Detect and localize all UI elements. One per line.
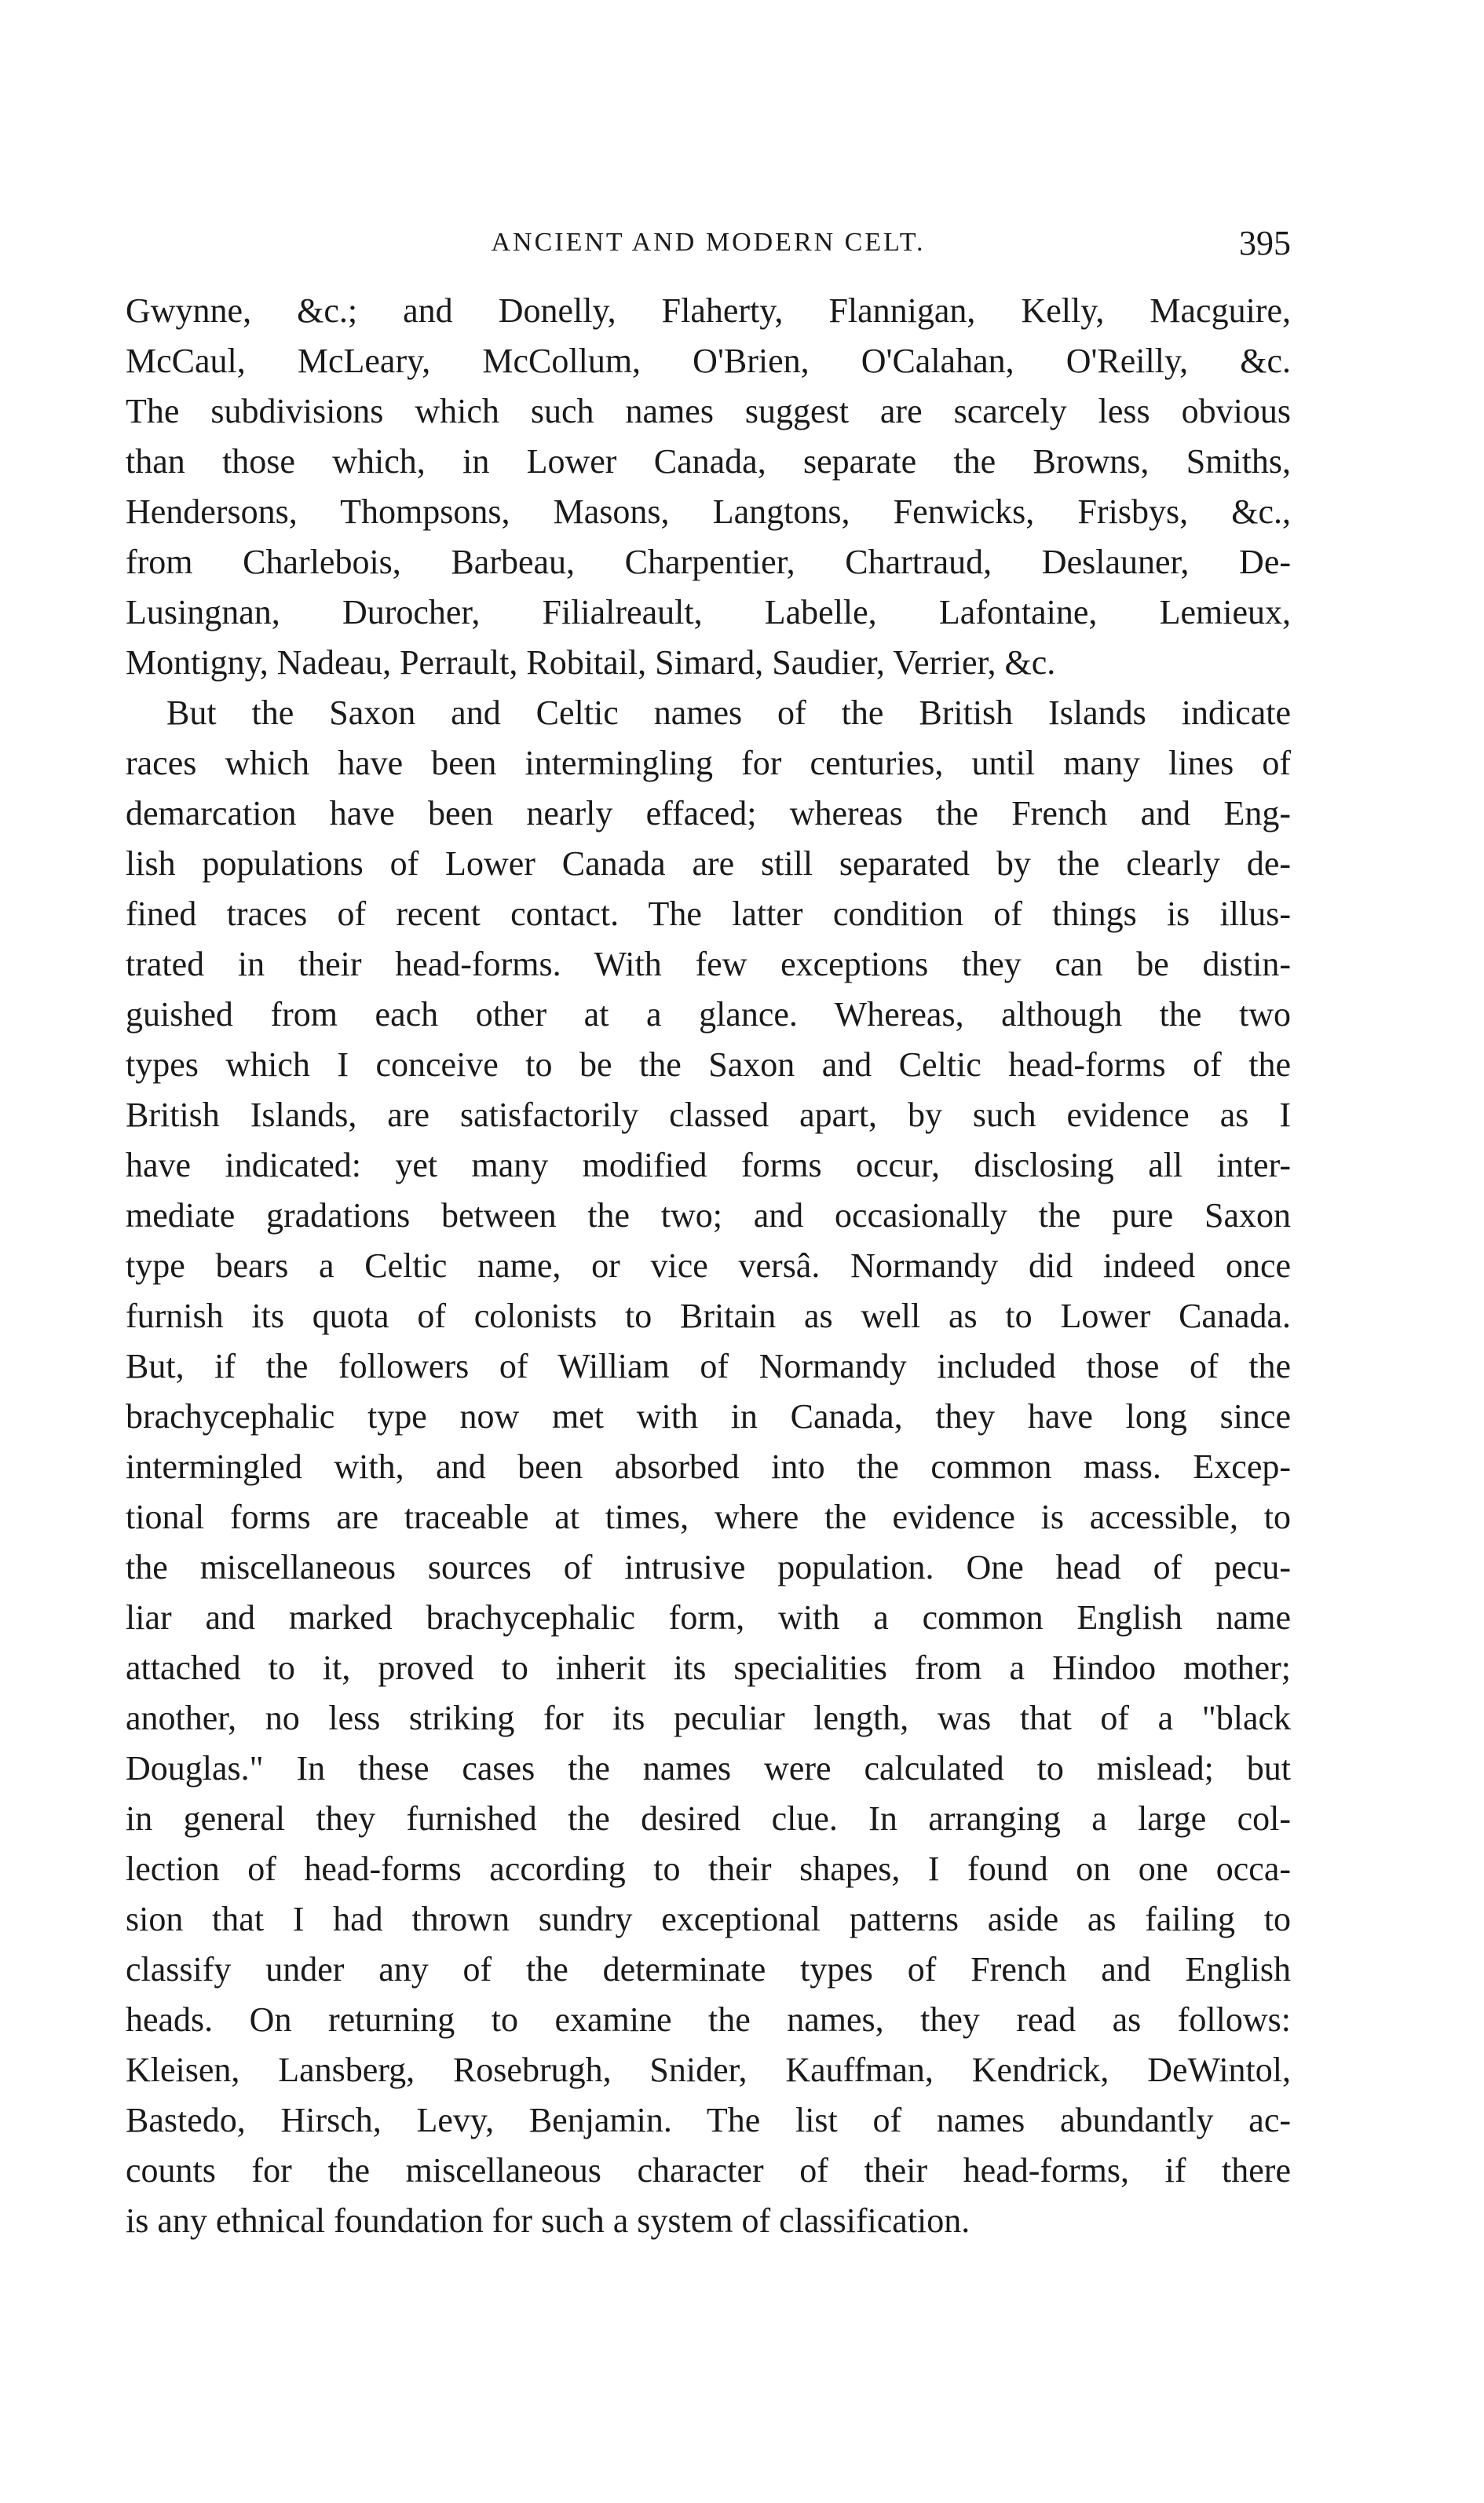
text-line: Lusingnan, Durocher, Filialreault, Labelle, Lafontaine, Lemieux, (126, 593, 1291, 631)
text-line: tional forms are traceable at times, where the evidence is accessible, to (126, 1498, 1291, 1536)
text-line: demarcation have been nearly effaced; whereas the French and Eng- (126, 794, 1291, 833)
text-line: But, if the followers of William of Normandy included those of the (126, 1347, 1291, 1385)
text-line: than those which, in Lower Canada, separate the Browns, Smiths, (126, 442, 1291, 481)
text-line: is any ethnical foundation for such a system of classification. (126, 2201, 970, 2240)
text-line: Hendersons, Thompsons, Masons, Langtons, Fenwicks, Frisbys, &c., (126, 492, 1291, 531)
text-line: mediate gradations between the two; and occasionally the pure Saxon (126, 1196, 1291, 1235)
text-line: Bastedo, Hirsch, Levy, Benjamin. The list of names abundantly ac- (126, 2101, 1291, 2139)
text-line: another, no less striking for its peculiar length, was that of a "black (126, 1699, 1291, 1737)
text-line: liar and marked brachycephalic form, with a common English name (126, 1598, 1291, 1637)
text-line: The subdivisions which such names suggest are scarcely less obvious (126, 392, 1291, 430)
text-line: McCaul, McLeary, McCollum, O'Brien, O'Calahan, O'Reilly, &c. (126, 342, 1291, 380)
text-line: lection of head-forms according to their shapes, I found on one occa- (126, 1850, 1291, 1888)
paragraph-2 (126, 688, 1291, 2246)
page-number: 395 (1239, 224, 1291, 262)
text-line: sion that I had thrown sundry exceptional patterns aside as failing to (126, 1900, 1291, 1938)
text-line: Montigny, Nadeau, Perrault, Robitail, Simard, Saudier, Verrier, &c. (126, 643, 1056, 682)
text-line: Gwynne, &c.; and Donelly, Flaherty, Flannigan, Kelly, Macguire, (126, 291, 1291, 330)
text-line: counts for the miscellaneous character of their head-forms, if there (126, 2151, 1291, 2190)
text-line: attached to it, proved to inherit its specialities from a Hindoo mother; (126, 1649, 1291, 1687)
text-line: races which have been intermingling for centuries, until many lines of (126, 744, 1291, 782)
text-line: in general they furnished the desired clue. In arranging a large col- (126, 1799, 1291, 1838)
text-line: British Islands, are satisfactorily classed apart, by such evidence as I (126, 1096, 1291, 1134)
text-line: Kleisen, Lansberg, Rosebrugh, Snider, Kauffman, Kendrick, DeWintol, (126, 2051, 1291, 2089)
text-line: brachycephalic type now met with in Canada, they have long since (126, 1397, 1291, 1436)
text-line: have indicated: yet many modified forms occur, disclosing all inter- (126, 1146, 1291, 1184)
text-line: from Charlebois, Barbeau, Charpentier, Chartraud, Deslauner, De- (126, 543, 1291, 581)
text-line: types which I conceive to be the Saxon and Celtic head-forms of the (126, 1045, 1291, 1084)
text-line: type bears a Celtic name, or vice versâ. Normandy did indeed once (126, 1246, 1291, 1285)
text-line: Douglas." In these cases the names were calculated to mislead; but (126, 1749, 1291, 1788)
body-text (126, 286, 1291, 2246)
text-line: guished from each other at a glance. Whereas, although the two (126, 995, 1291, 1034)
paragraph-1 (126, 286, 1291, 688)
running-title: ANCIENT AND MODERN CELT. (491, 228, 926, 257)
text-line: fined traces of recent contact. The latter condition of things is illus- (126, 895, 1291, 933)
text-line: furnish its quota of colonists to Britain as well as to Lower Canada. (126, 1297, 1291, 1335)
text-line: intermingled with, and been absorbed into the common mass. Excep- (126, 1447, 1291, 1486)
text-line: trated in their head-forms. With few exceptions they can be distin- (126, 945, 1291, 983)
text-line: heads. On returning to examine the names, they read as follows: (126, 2000, 1291, 2039)
running-header (126, 223, 1291, 270)
text-line: lish populations of Lower Canada are still separated by the clearly de- (126, 844, 1291, 883)
text-line: the miscellaneous sources of intrusive population. One head of pecu- (126, 1548, 1291, 1586)
text-line: classify under any of the determinate types of French and English (126, 1950, 1291, 1989)
text-line: But the Saxon and Celtic names of the British Islands indicate (166, 693, 1291, 732)
